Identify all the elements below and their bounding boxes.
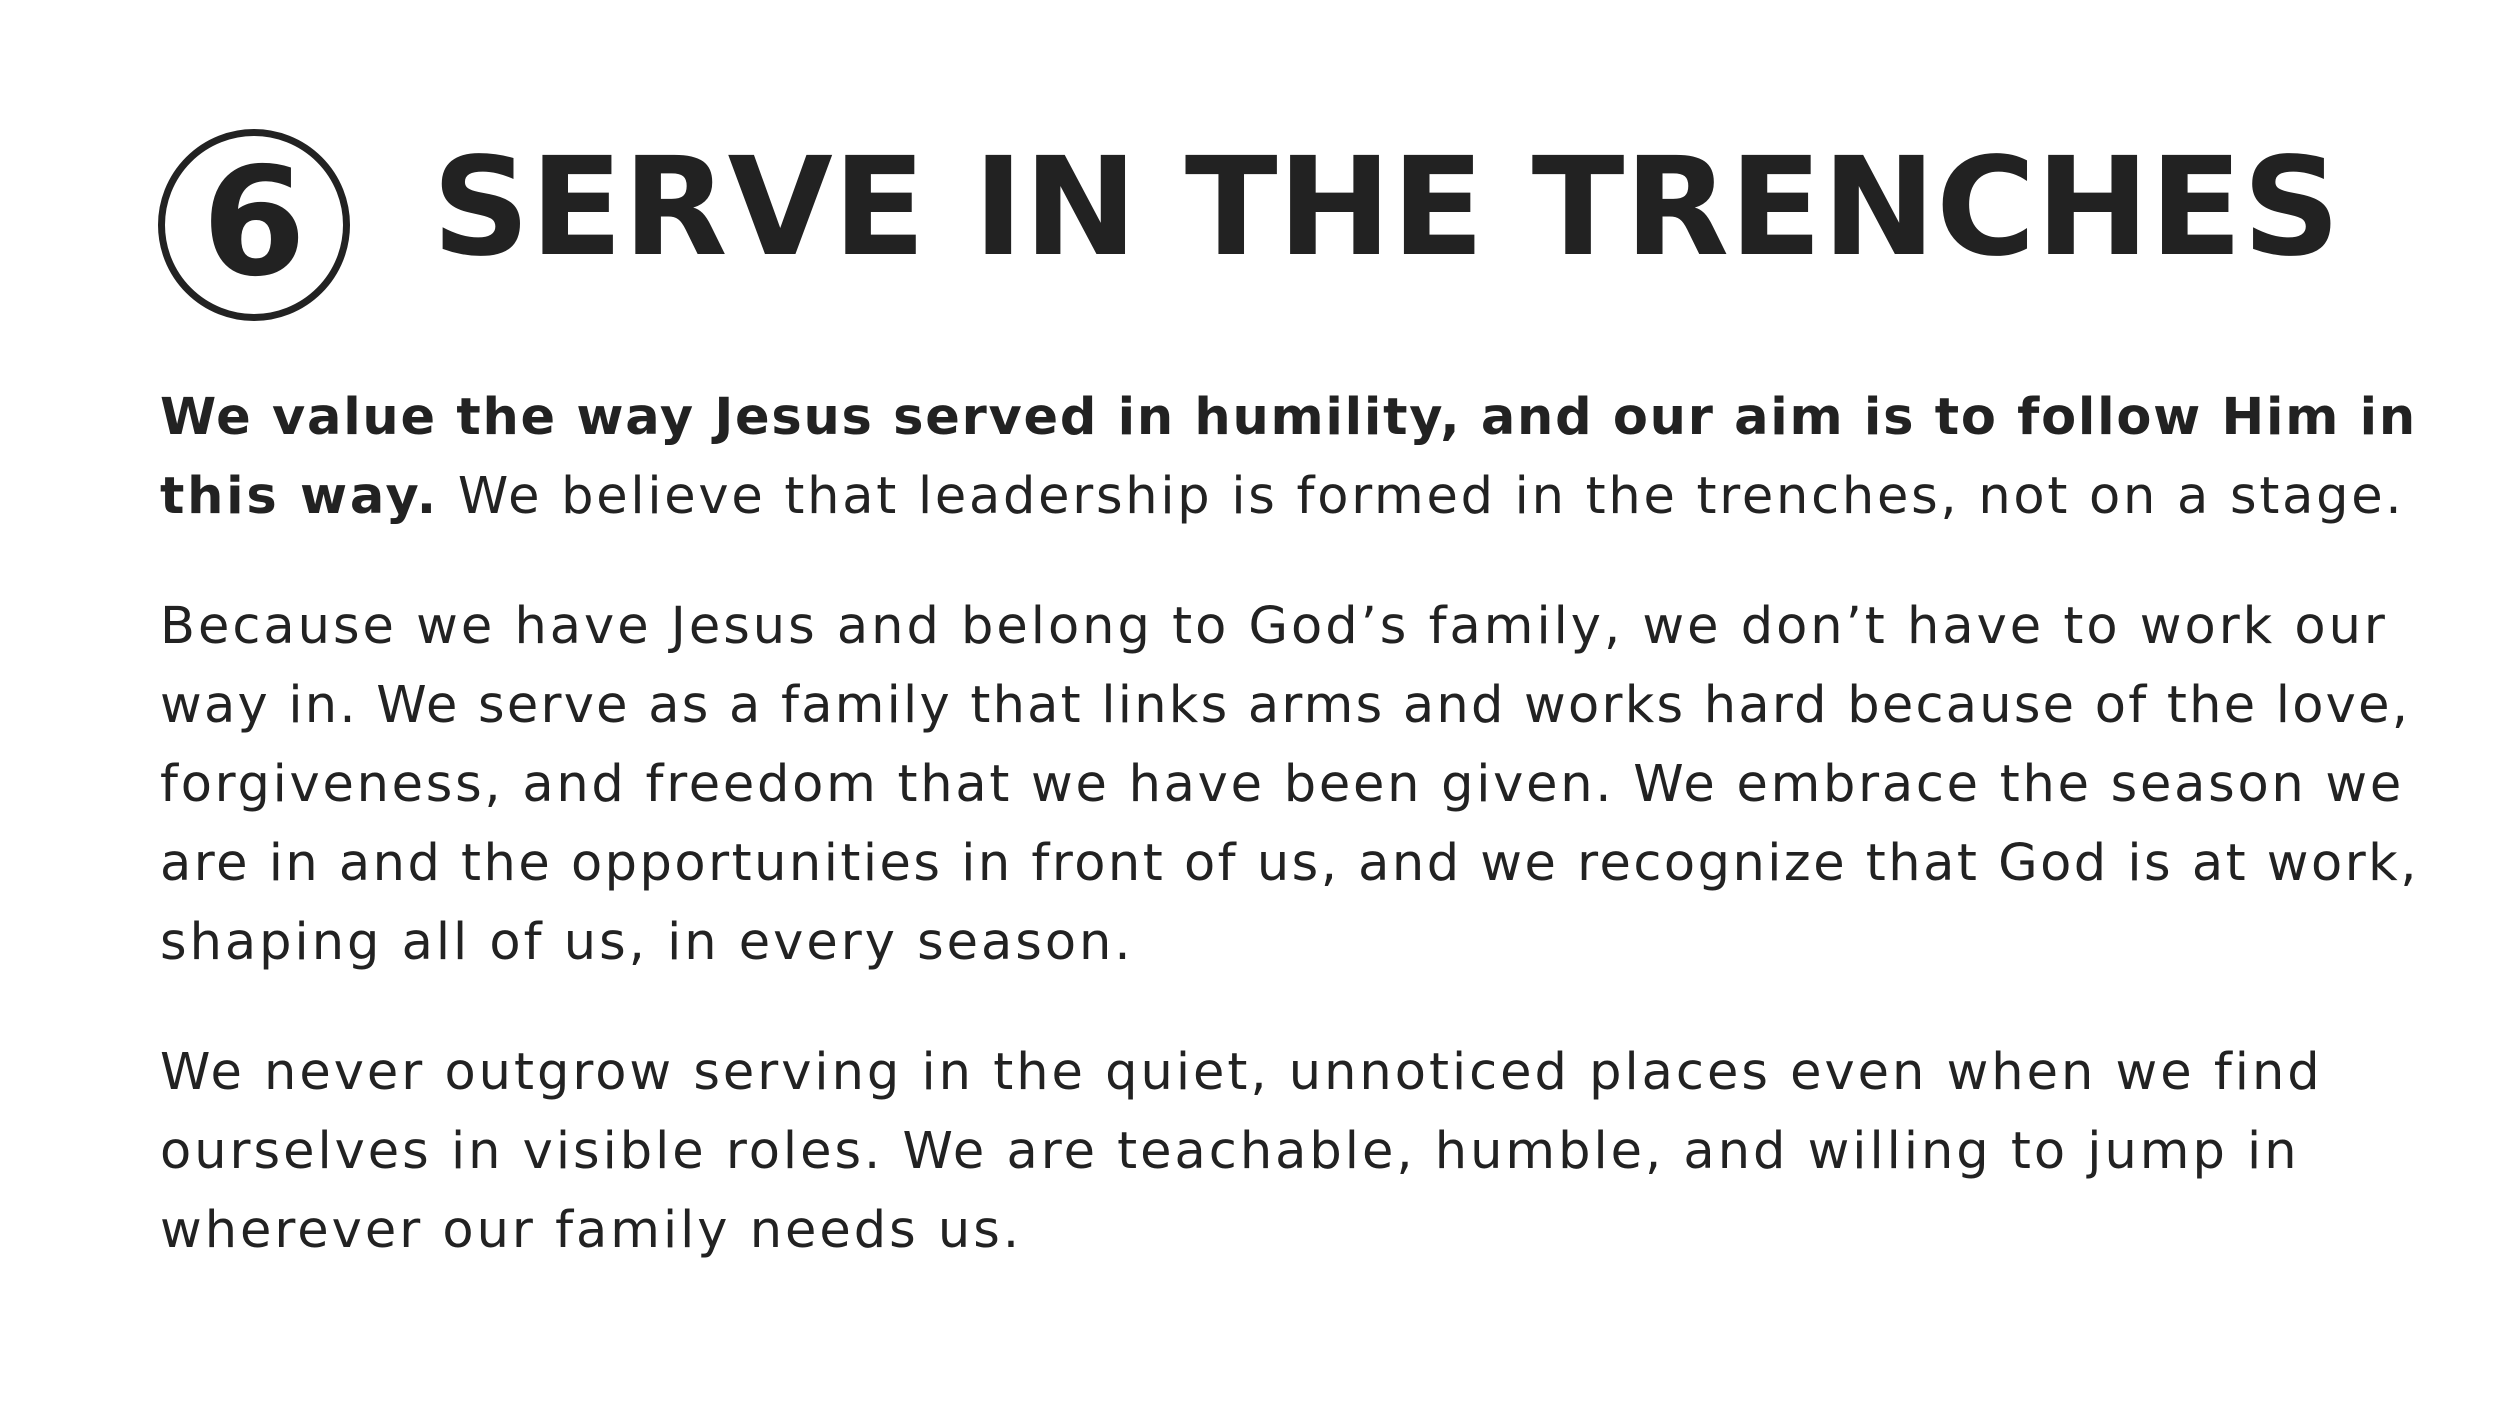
text-line: way in. We serve as a family that links arms and works hard because of the love, [160,676,2411,735]
paragraph-family [160,587,2419,982]
bold-statement: this way. [160,467,439,526]
text-line: ourselves in visible roles. We are teachable, humble, and willing to jump in [160,1122,2300,1181]
page-title: SERVE IN THE TRENCHES [432,129,2341,287]
bold-statement: We value the way Jesus served in humility, and our aim is to follow Him in [160,388,2417,447]
text-line [160,457,2405,536]
text-line: are in and the opportunities in front of us, and we recognize that God is at work, [160,834,2419,893]
text-line: wherever our family needs us. [160,1201,1023,1260]
text-line: forgiveness, and freedom that we have been given. We embrace the season we [160,755,2405,814]
text-line: Because we have Jesus and belong to God’s family, we don’t have to work our [160,597,2388,656]
paragraph-humility [160,1033,2400,1270]
text-line: We never outgrow serving in the quiet, unnoticed places even when we find [160,1043,2323,1102]
text-line: shaping all of us, in every season. [160,913,1134,972]
text-span: We believe that leadership is formed in the trenches, not on a stage. [438,467,2405,526]
paragraph-intro [160,378,2417,536]
text-line [160,378,2417,457]
number-badge [158,129,350,321]
number-badge-digit: 6 [201,136,307,310]
body-text [160,378,2419,1270]
